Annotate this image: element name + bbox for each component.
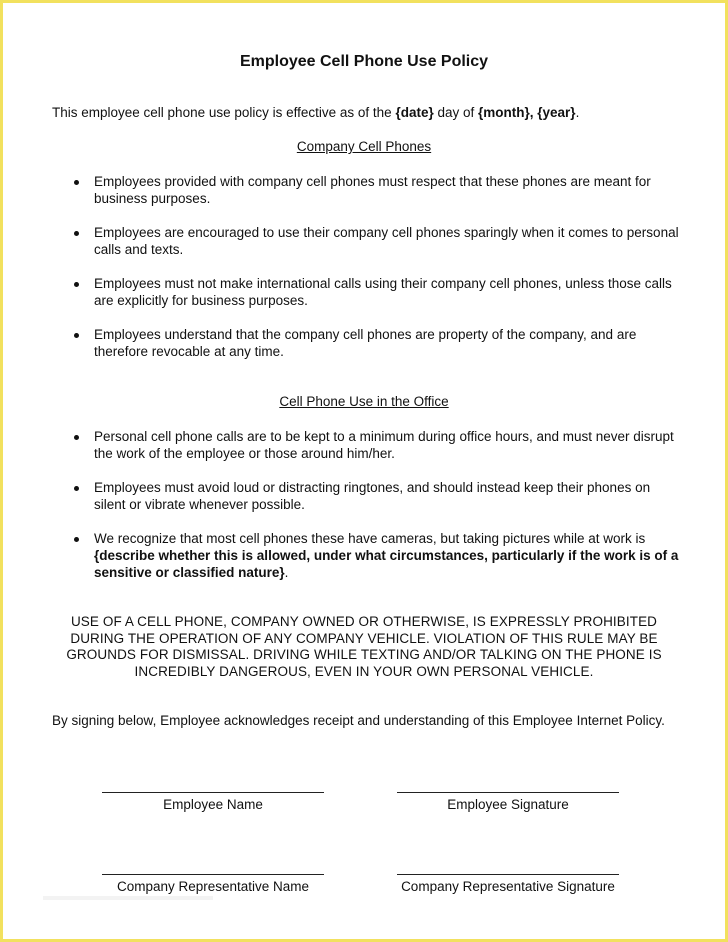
list-item	[52, 479, 680, 513]
list-item	[52, 530, 680, 581]
intro-year-placeholder: {year}	[537, 105, 576, 120]
intro-suffix: .	[575, 105, 580, 120]
bullet-icon	[74, 435, 79, 440]
bullet-icon	[74, 537, 79, 542]
list-item-text-prefix: We recognize that most cell phones these have cameras, but taking pictures while at work is	[94, 531, 646, 546]
list-item	[52, 173, 680, 207]
document-title: Employee Cell Phone Use Policy	[239, 53, 489, 70]
intro-month-placeholder: {month}	[478, 105, 530, 120]
section-heading-company-phones: Company Cell Phones	[296, 139, 432, 154]
list-item-text: Employees must avoid loud or distracting ringtones, and should instead keep their phones on silent or vibrate whenever possible.	[94, 480, 651, 512]
rep-name-label: Company Representative Name	[116, 879, 310, 894]
list-item-text: Employees are encouraged to use their company cell phones sparingly when it comes to personal calls and texts.	[94, 225, 679, 257]
bullet-icon	[74, 282, 79, 287]
intro-prefix: This employee cell phone use policy is effective as of the	[52, 105, 396, 120]
employee-name-signature-block	[98, 792, 328, 812]
acknowledgement-paragraph: By signing below, Employee acknowledges receipt and understanding of this Employee Internet Policy.	[52, 713, 665, 728]
intro-paragraph	[52, 105, 579, 120]
bullet-icon	[74, 180, 79, 185]
list-item	[52, 428, 680, 462]
rep-name-line[interactable]	[102, 874, 324, 875]
bullet-icon	[74, 231, 79, 236]
list-item-text: Employees provided with company cell phones must respect that these phones are meant for business purposes.	[94, 174, 651, 206]
list-item	[52, 224, 680, 258]
bullet-icon	[74, 333, 79, 338]
intro-separator: ,	[529, 105, 538, 120]
rep-signature-line[interactable]	[397, 874, 619, 875]
company-phones-list	[52, 173, 680, 377]
camera-policy-placeholder: {describe whether this is allowed, under what circumstances, particularly if the work is of a sensitive or classified nature}	[94, 548, 679, 580]
list-item-text: Personal cell phone calls are to be kept to a minimum during office hours, and must never disrupt the work of the employee or those around him/her.	[94, 429, 674, 461]
vehicle-warning: USE OF A CELL PHONE, COMPANY OWNED OR OTHERWISE, IS EXPRESSLY PROHIBITED DURING THE OPERATION OF ANY COMPANY VEHICLE. VIOLATION OF THIS RULE MAY BE GROUNDS FOR DISMISSAL. DRIVING WHILE TEXTING AND/OR TALKING ON THE PHONE IS INCREDIBLY DANGEROUS, EVEN IN YOUR OWN PERSONAL VEHICLE.	[66, 614, 662, 679]
list-item	[52, 326, 680, 360]
rep-signature-label: Company Representative Signature	[401, 879, 615, 894]
faint-watermark	[43, 893, 213, 903]
employee-signature-line[interactable]	[397, 792, 619, 793]
list-item-text: Employees must not make international calls using their company cell phones, unless those calls are explicitly for business purposes.	[94, 276, 672, 308]
list-item-text-suffix: .	[284, 565, 289, 580]
employee-name-label: Employee Name	[163, 797, 263, 812]
list-item	[52, 275, 680, 309]
employee-signature-label: Employee Signature	[447, 797, 569, 812]
employee-name-line[interactable]	[102, 792, 324, 793]
rep-name-signature-block	[98, 874, 328, 894]
employee-signature-block	[393, 792, 623, 812]
rep-signature-block	[378, 874, 638, 894]
intro-mid: day of	[433, 105, 478, 120]
bullet-icon	[74, 486, 79, 491]
intro-date-placeholder: {date}	[395, 105, 434, 120]
section-heading-office-use: Cell Phone Use in the Office	[279, 394, 449, 409]
office-use-list	[52, 428, 680, 598]
list-item-text: Employees understand that the company cell phones are property of the company, and are therefore revocable at any time.	[94, 327, 637, 359]
